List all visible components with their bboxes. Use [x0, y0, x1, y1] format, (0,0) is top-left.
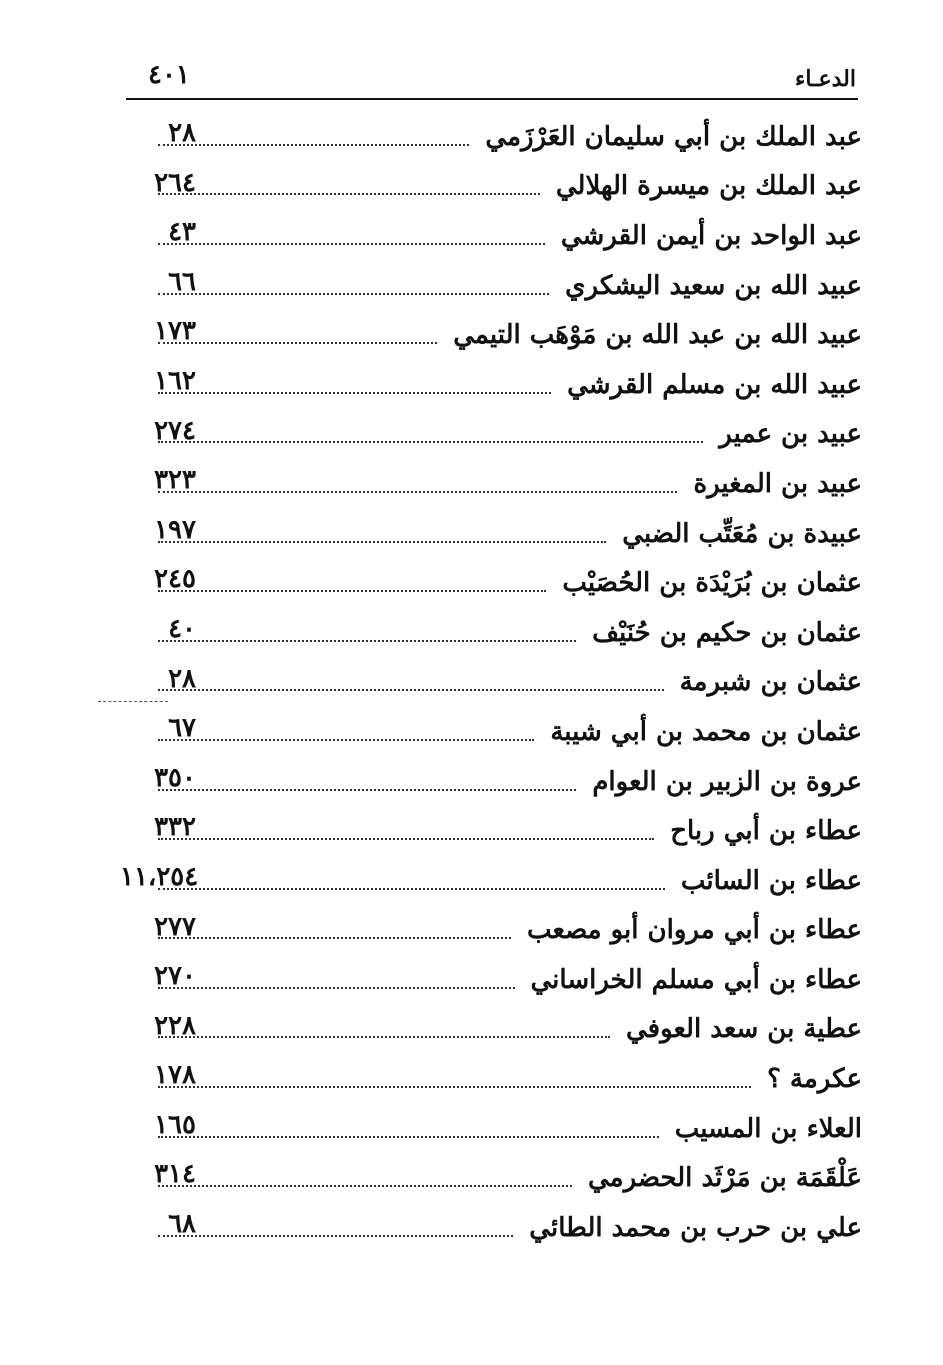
index-entry [120, 1153, 862, 1203]
index-entry [120, 261, 862, 311]
entry-page-numbers: ١٧٨ [154, 1060, 196, 1091]
entry-name: عطاء بن أبي رباح [670, 816, 862, 847]
index-entry [120, 211, 862, 261]
entry-name: عطاء بن السائب [680, 865, 862, 896]
index-entry [120, 856, 862, 906]
entry-name: عطاء بن أبي مسلم الخراساني [530, 964, 862, 995]
entry-name: عثمان بن بُرَيْدَة بن الحُصَيْب [562, 568, 862, 599]
entry-page-numbers: ٢٧٠ [154, 961, 196, 992]
index-entry [120, 360, 862, 410]
leader-dots [158, 342, 437, 344]
entry-name: عبد الملك بن أبي سليمان العَرْزَمي [485, 121, 862, 152]
leader-dots [158, 739, 534, 741]
entry-name: عَلْقَمَة بن مَرْثَد الحضرمي [587, 1163, 862, 1194]
index-entry [120, 806, 862, 856]
entry-page-numbers: ٣٣٢ [154, 812, 196, 843]
entry-name: عبيدة بن مُعَتِّب الضبي [622, 518, 862, 549]
entry-name: عبد الواحد بن أيمن القرشي [560, 220, 862, 251]
entry-page-numbers: ١٩٧ [154, 514, 196, 545]
leader-dots [158, 1235, 513, 1237]
index-entry [120, 608, 862, 658]
entry-name: عثمان بن حكيم بن حُنَيْف [592, 617, 862, 648]
leader-dots [158, 1036, 610, 1038]
entry-page-numbers: ١٧٣ [154, 316, 196, 347]
index-entry [120, 310, 862, 360]
entry-name: عثمان بن محمد بن أبي شيبة [550, 716, 862, 747]
index-entry [120, 1104, 862, 1154]
entry-page-numbers: ١١،٢٥٤ [120, 861, 199, 892]
index-entry [120, 757, 862, 807]
entry-name: العلاء بن المسيب [674, 1113, 862, 1144]
leader-dots [158, 987, 515, 989]
leader-dots [158, 888, 665, 890]
entry-page-numbers: ٤٠ [168, 613, 196, 644]
entry-page-numbers: ٦٦ [168, 266, 196, 297]
entry-page-numbers: ٢٦٤ [154, 167, 196, 198]
index-entry [120, 162, 862, 212]
entry-name: عطاء بن أبي مروان أبو مصعب [527, 915, 862, 946]
index-entry [120, 658, 862, 708]
entry-page-numbers: ٢٧٧ [154, 911, 196, 942]
index-entry [120, 558, 862, 608]
entry-page-numbers: ٢٧٤ [154, 415, 196, 446]
entry-name: علي بن حرب بن محمد الطائي [529, 1212, 862, 1243]
entry-name: عبيد الله بن سعيد اليشكري [565, 270, 862, 301]
entry-name: عبيد بن المغيرة [693, 468, 862, 499]
index-entry [120, 410, 862, 460]
index-entry [120, 707, 862, 757]
leader-dots [158, 491, 677, 493]
entry-page-numbers: ٢٨ [168, 118, 196, 148]
leader-dots [158, 144, 469, 146]
index-entry [120, 955, 862, 1005]
entry-page-numbers: ٣١٤ [154, 1159, 196, 1190]
index-entry [120, 1203, 862, 1253]
entry-name: عروة بن الزبير بن العوام [592, 766, 862, 797]
entry-name: عبيد الله بن مسلم القرشي [567, 369, 862, 400]
leader-dots [158, 937, 511, 939]
entry-name: عبيد الله بن عبد الله بن مَوْهَب التيمي [453, 320, 862, 351]
leader-dots [158, 1185, 572, 1187]
entry-page-numbers: ١٦٢ [154, 365, 196, 396]
leader-dots [158, 640, 576, 642]
entry-name: عبيد بن عمير [719, 419, 862, 450]
leader-dots [158, 1136, 659, 1138]
entry-name: عكرمة ؟ [767, 1064, 862, 1095]
entry-page-numbers: ٦٧ [168, 713, 196, 744]
leader-dots [158, 541, 606, 543]
page-header [126, 54, 858, 100]
leader-dots [158, 838, 654, 840]
index-entry [120, 112, 862, 162]
entry-page-numbers: ٢٨ [168, 663, 196, 694]
entry-page-numbers: ٢٤٥ [154, 564, 196, 595]
index-list [120, 112, 862, 1253]
index-entry [120, 459, 862, 509]
leader-dots [158, 392, 551, 394]
index-entry [120, 1054, 862, 1104]
index-entry [120, 906, 862, 956]
page-number: ٤٠١ [148, 60, 190, 90]
book-title: الدعـاء [795, 66, 856, 92]
leader-dots [158, 1086, 751, 1088]
leader-dots [158, 243, 545, 245]
index-entry [120, 1005, 862, 1055]
leader-dots [158, 590, 546, 592]
entry-name: عبد الملك بن ميسرة الهلالي [555, 171, 862, 202]
entry-page-numbers: ٣٥٠ [154, 762, 196, 793]
leader-dots [158, 689, 664, 691]
entry-page-numbers: ١٦٥ [154, 1109, 196, 1140]
entry-page-numbers: ٢٢٨ [154, 1010, 196, 1041]
leader-dots [158, 441, 703, 443]
leader-dots [158, 193, 540, 195]
entry-page-numbers: ٤٣ [168, 217, 196, 248]
entry-name: عثمان بن شبرمة [679, 667, 862, 698]
leader-dots [158, 293, 549, 295]
leader-dots [158, 789, 576, 791]
entry-name: عطية بن سعد العوفي [625, 1014, 862, 1045]
entry-page-numbers: ٣٢٣ [154, 465, 196, 496]
index-entry [120, 509, 862, 559]
entry-page-numbers: ٦٨ [168, 1209, 196, 1240]
